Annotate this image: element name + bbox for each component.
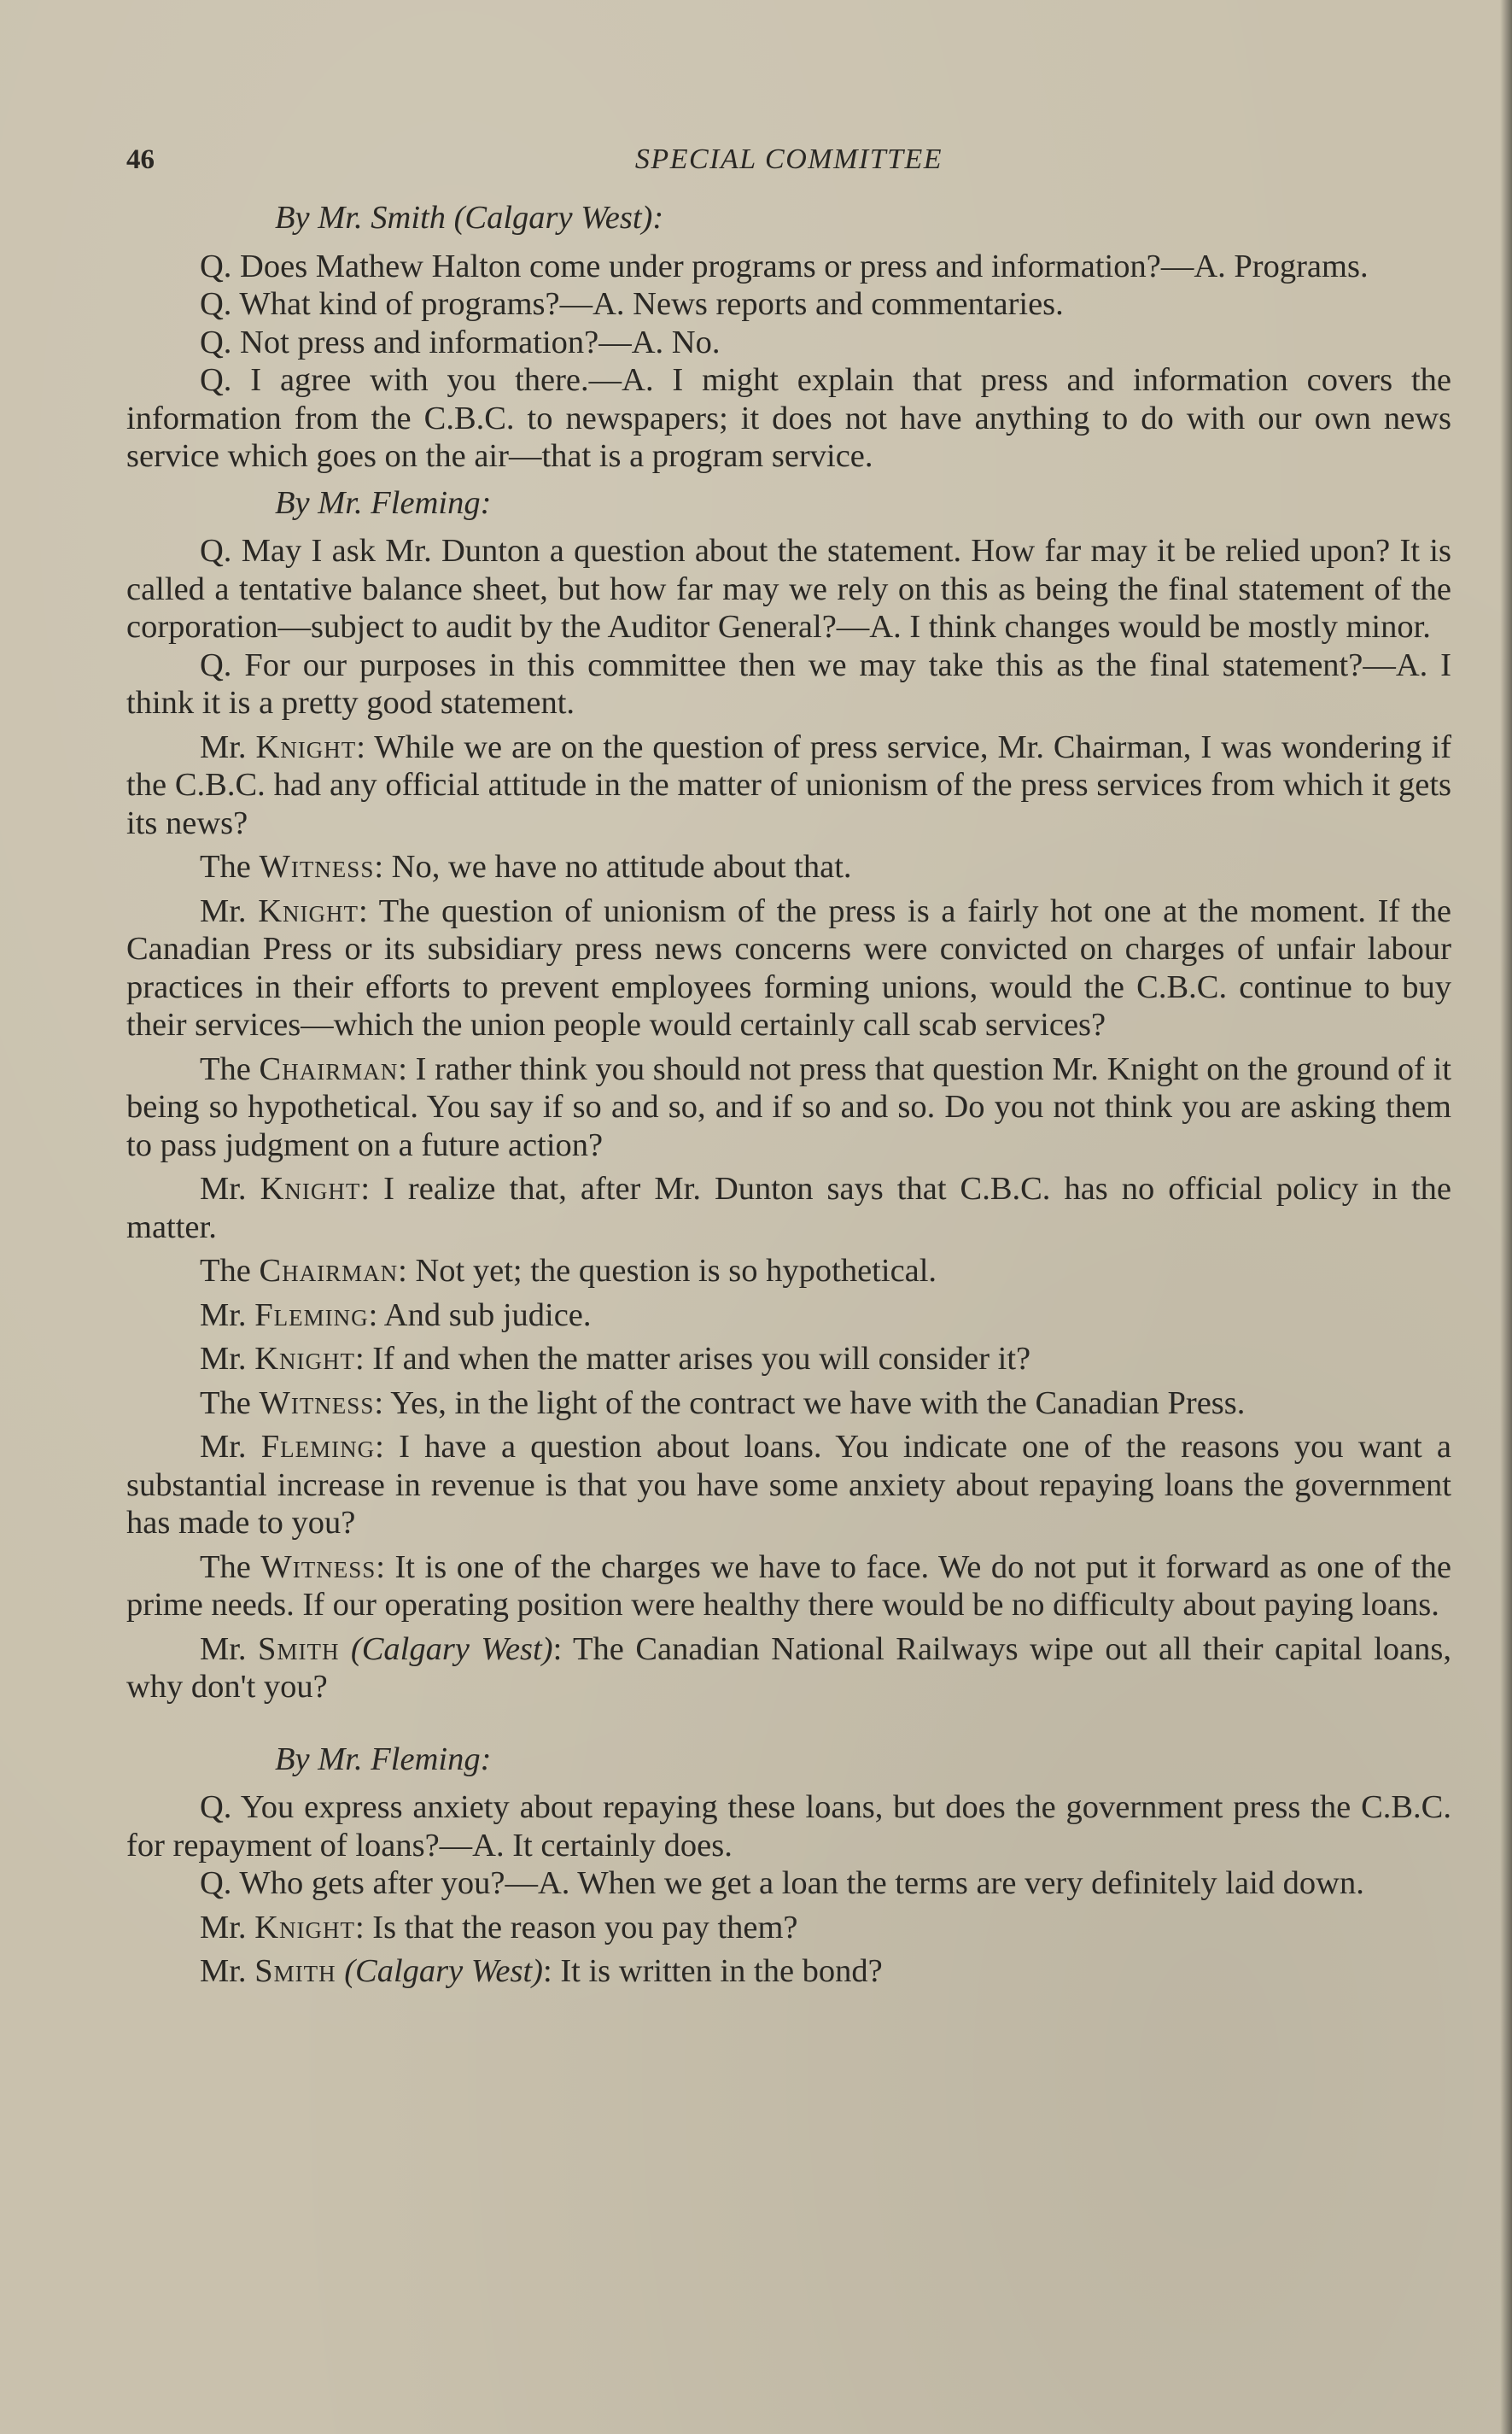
- speaker-name: Fleming: [260, 1429, 376, 1465]
- speech-paragraph: [126, 848, 1451, 886]
- section-heading: By Mr. Fleming:: [275, 1741, 492, 1777]
- question-answer: Q. I agree with you there.—A. I might explain that press and information covers the information from the C.B.C. to newspapers; it does not have anything to do with our own news service which goes on the air—that is a program service.: [126, 362, 1451, 474]
- speech-paragraph: [126, 1548, 1451, 1624]
- speaker-name: Knight: [255, 728, 357, 765]
- running-title: SPECIAL COMMITTEE: [634, 143, 943, 175]
- speaker-prefix: The: [200, 1050, 260, 1087]
- speech-paragraph: [126, 1340, 1451, 1378]
- speaker-prefix: Mr.: [200, 1953, 255, 1989]
- speech-paragraph: [126, 1296, 1451, 1335]
- document-page: [126, 141, 1451, 1997]
- speaker-name: Smith: [258, 1630, 340, 1667]
- question-answer: Q. You express anxiety about repaying these loans, but does the government press the C.B.C. for repayment of loans?—A. It certainly does.: [126, 1789, 1451, 1864]
- speech-text: : While we are on the question of press service, Mr. Chairman, I was wondering if the C.B.C. had any official attitude in the matter of unionism of the press services from which it gets its news?: [126, 728, 1451, 841]
- speaker-prefix: Mr.: [200, 892, 259, 929]
- speech-paragraph: [126, 1909, 1451, 1947]
- speech-text: : The Canadian National Railways wipe out all their capital loans, why don't you?: [126, 1630, 1451, 1705]
- page-number: 46: [126, 144, 155, 175]
- speech-text: : The question of unionism of the press is a fairly hot one at the moment. If the Canadian Press or its subsidiary press news concerns were convicted on charges of unfair labour practices in their efforts to prevent employees forming unions, would the C.B.C. continue to buy their services—which the union people would certainly call scab services?: [126, 892, 1451, 1043]
- question-answer: Q. What kind of programs?—A. News reports and commentaries.: [200, 286, 1064, 322]
- question-answer: Q. Does Mathew Halton come under programs or press and information?—A. Programs.: [200, 248, 1369, 284]
- speaker-prefix: Mr.: [200, 1171, 260, 1207]
- speaker-prefix: The: [200, 849, 260, 885]
- speech-text: : I rather think you should not press that question Mr. Knight on the ground of it being so hypothetical. You say if so and so, and if so and so. Do you not think you are asking them to pass judgment on a future action?: [126, 1050, 1451, 1163]
- speech-paragraph: [126, 1170, 1451, 1246]
- speaker-name: Knight: [260, 1171, 361, 1207]
- speech-paragraph: [126, 1952, 1451, 1991]
- section-heading: By Mr. Fleming:: [275, 484, 492, 521]
- speaker-prefix: The: [200, 1384, 260, 1421]
- speaker-name: Knight: [254, 1341, 355, 1377]
- speaker-name: Witness: [259, 849, 375, 885]
- speech-text: : Yes, in the light of the contract we have with the Canadian Press.: [374, 1384, 1246, 1421]
- speaker-prefix: The: [200, 1548, 261, 1585]
- transcript-body: [126, 199, 1451, 1991]
- speech-paragraph: [126, 892, 1451, 1044]
- speaker-prefix: Mr.: [200, 1429, 261, 1465]
- speech-paragraph: [126, 1050, 1451, 1165]
- speaker-riding: (Calgary West): [339, 1630, 553, 1667]
- speaker-name: Witness: [260, 1548, 377, 1585]
- speech-text: : If and when the matter arises you will consider it?: [354, 1341, 1031, 1377]
- speech-paragraph: [126, 1252, 1451, 1290]
- speech-text: : No, we have no attitude about that.: [374, 849, 852, 885]
- speech-text: : It is written in the bond?: [543, 1953, 883, 1989]
- speaker-prefix: Mr.: [200, 728, 256, 765]
- speech-text: : I realize that, after Mr. Dunton says that C.B.C. has no official policy in the matter.: [126, 1171, 1452, 1245]
- speaker-name: Chairman: [259, 1253, 399, 1289]
- question-answer: Q. Who gets after you?—A. When we get a loan the terms are very definitely laid down.: [200, 1865, 1364, 1901]
- speaker-name: Knight: [254, 1909, 355, 1945]
- question-answer: Q. May I ask Mr. Dunton a question about the statement. How far may it be relied upon? It is called a tentative balance sheet, but how far may we rely on this as being the final statement of the corporation—subject to audit by the Auditor General?—A. I think changes would be mostly minor.: [126, 533, 1451, 645]
- speaker-prefix: Mr.: [200, 1296, 255, 1333]
- speaker-name: Witness: [259, 1384, 375, 1421]
- section-heading: By Mr. Smith (Calgary West):: [275, 200, 664, 236]
- speech-paragraph: [126, 1428, 1451, 1542]
- speech-text: : It is one of the charges we have to face. We do not put it forward as one of the prime needs. If our operating position were healthy there would be no difficulty about paying loans.: [126, 1548, 1451, 1623]
- speaker-prefix: Mr.: [200, 1341, 255, 1377]
- speaker-name: Smith: [254, 1953, 336, 1989]
- speaker-riding: (Calgary West): [336, 1953, 543, 1989]
- question-answer: Q. Not press and information?—A. No.: [200, 324, 721, 360]
- speech-paragraph: [126, 1630, 1451, 1706]
- page-edge-shadow: [1500, 0, 1512, 2434]
- speaker-prefix: Mr.: [200, 1630, 259, 1667]
- speech-text: : Not yet; the question is so hypothetical.: [398, 1253, 937, 1289]
- speaker-prefix: Mr.: [200, 1909, 255, 1945]
- page-header: [126, 141, 1451, 184]
- speech-paragraph: [126, 728, 1451, 843]
- speaker-prefix: The: [200, 1253, 260, 1289]
- speech-text: : I have a question about loans. You indicate one of the reasons you want a substantial increase in revenue is that you have some anxiety about repaying loans the government has made to you?: [126, 1429, 1451, 1541]
- speaker-name: Chairman: [259, 1050, 399, 1087]
- speech-text: : Is that the reason you pay them?: [354, 1909, 798, 1945]
- speaker-name: Knight: [258, 892, 359, 929]
- speaker-name: Fleming: [254, 1296, 369, 1333]
- speech-text: : And sub judice.: [368, 1296, 592, 1333]
- speech-paragraph: [126, 1384, 1451, 1423]
- question-answer: Q. For our purposes in this committee then we may take this as the final statement?—A. I think it is a pretty good statement.: [126, 647, 1451, 721]
